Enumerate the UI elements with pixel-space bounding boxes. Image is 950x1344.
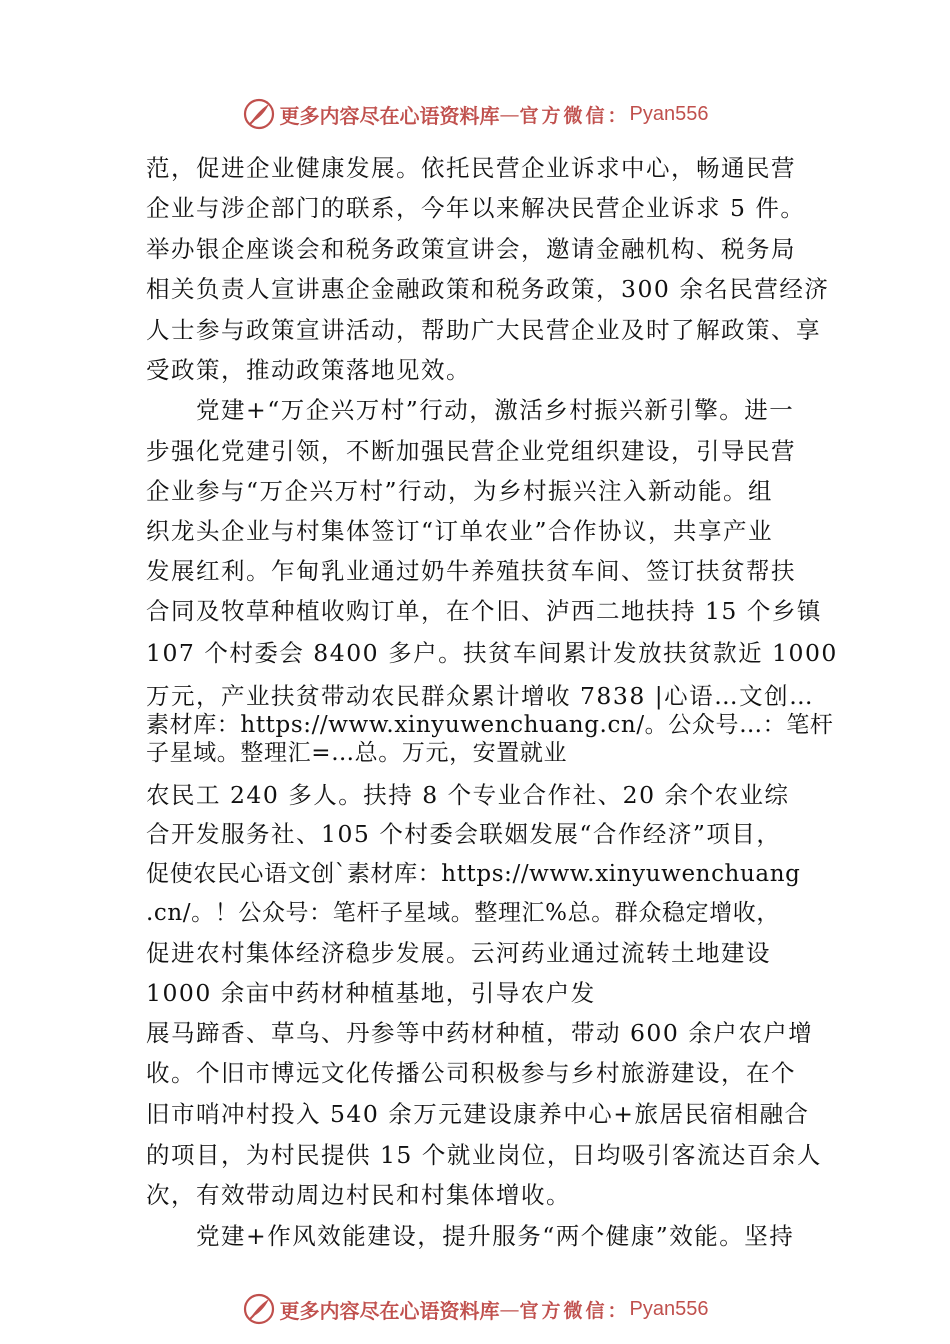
watermark-line: 素材库：https://www.xinyuwenchuang.cn/。公众号…：笔杆 (146, 712, 834, 738)
text-line: 收。个旧市博远文化传播公司积极参与乡村旅游建设，在个 (146, 1059, 796, 1087)
text-line: 1000 余亩中药材种植基地，引导农户发 (146, 979, 596, 1007)
text-line: 次，有效带动周边村民和村集体增收。 (146, 1181, 571, 1209)
text-line: 步强化党建引领，不断加强民营企业党组织建设，引导民营 (146, 437, 796, 465)
banner-separator: — (499, 1297, 520, 1321)
text-line: 旧市哨冲村投入 540 余万元建设康养中心+旅居民宿相融合 (146, 1100, 810, 1128)
banner-separator: — (499, 102, 520, 126)
text-line: 合同及牧草种植收购订单，在个旧、泸西二地扶持 15 个乡镇 (146, 597, 822, 625)
text-line: 合开发服务社、105 个村委会联姻发展“合作经济”项目， (146, 820, 782, 848)
text-line: 企业与涉企部门的联系，今年以来解决民营企业诉求 5 件。 (146, 194, 806, 222)
feather-pen-seal-icon (242, 97, 276, 131)
watermark-line: 子星域。整理汇=…总。万元，安置就业 (146, 740, 568, 766)
header-banner (0, 94, 950, 134)
text-line: 企业参与“万企兴万村”行动，为乡村振兴注入新动能。组 (146, 477, 774, 505)
text-line: 织龙头企业与村集体签订“订单农业”合作协议，共享产业 (146, 517, 774, 545)
banner-main-text: 更多内容尽在心语资料库 (279, 1298, 500, 1323)
banner-wechat-label: 官方微信： (519, 1299, 630, 1322)
text-line: 农民工 240 多人。扶持 8 个专业合作社、20 余个农业综 (146, 781, 790, 809)
paragraph-heading-line: 党建+作风效能建设，提升服务“两个健康”效能。坚持 (196, 1222, 795, 1250)
text-line: 范，促进企业健康发展。依托民营企业诉求中心，畅通民营 (146, 154, 796, 182)
watermark-line: 促使农民心语文创`素材库：https://www.xinyuwenchuang (146, 861, 801, 887)
text-line: 107 个村委会 8400 多户。扶贫车间累计发放扶贫款近 1000 (146, 639, 838, 667)
banner-wechat-id: Pyan556 (629, 1297, 709, 1320)
text-line: 促进农村集体经济稳步发展。云河药业通过流转土地建设 (146, 939, 771, 967)
text-line: 人士参与政策宣讲活动，帮助广大民营企业及时了解政策、享 (146, 316, 821, 344)
text-line: 万元，产业扶贫带动农民群众累计增收 7838 |心语…文创… (146, 682, 815, 710)
feather-pen-seal-icon (242, 1292, 276, 1326)
footer-banner (0, 1289, 950, 1329)
text-line: 展马蹄香、草乌、丹参等中药材种植，带动 600 余户农户增 (146, 1019, 814, 1047)
watermark-line: .cn/。！公众号：笔杆子星域。整理汇%总。群众稳定增收， (146, 900, 781, 926)
text-line: 举办银企座谈会和税务政策宣讲会，邀请金融机构、税务局 (146, 235, 796, 263)
paragraph-heading-line: 党建+“万企兴万村”行动，激活乡村振兴新引擎。进一 (196, 396, 795, 424)
text-line: 相关负责人宣讲惠企金融政策和税务政策，300 余名民营经济 (146, 275, 830, 303)
banner-main-text: 更多内容尽在心语资料库 (279, 103, 500, 128)
text-line: 的项目，为村民提供 15 个就业岗位，日均吸引客流达百余人 (146, 1141, 822, 1169)
text-line: 受政策，推动政策落地见效。 (146, 356, 471, 384)
banner-wechat-id: Pyan556 (629, 102, 709, 125)
banner-wechat-label: 官方微信： (519, 104, 630, 127)
text-line: 发展红利。乍甸乳业通过奶牛养殖扶贫车间、签订扶贫帮扶 (146, 557, 796, 585)
